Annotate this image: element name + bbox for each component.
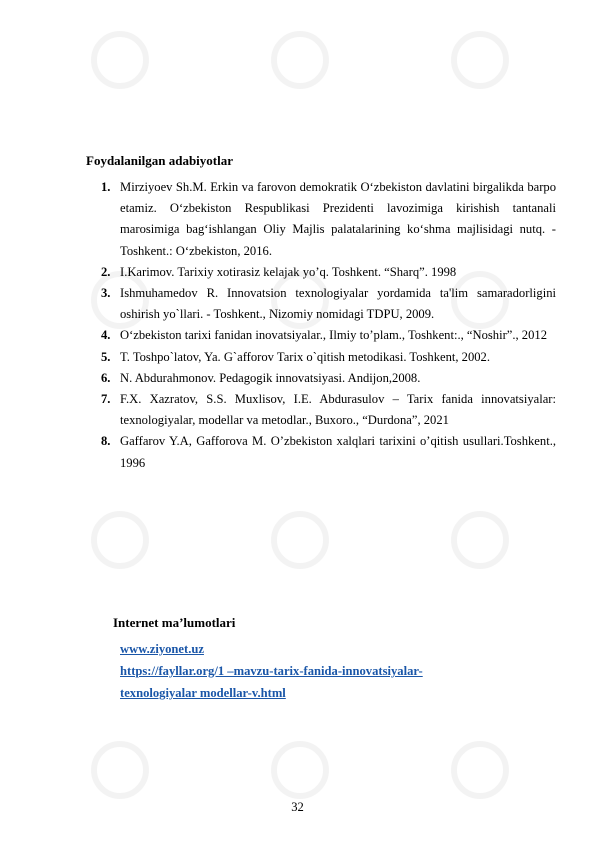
- reference-number: 1.: [101, 180, 111, 194]
- ziyonet-link[interactable]: www.ziyonet.uz: [120, 642, 204, 656]
- references-list: [0, 177, 595, 474]
- reference-number: 8.: [101, 434, 111, 449]
- reference-item: [0, 389, 595, 431]
- reference-text: Gaffarov Y.A, Gafforova M. O’zbekiston xalqlari tarixini o’qitish usullari.Toshkent., 1996: [120, 434, 556, 470]
- fayllar-link-continuation[interactable]: texnologiyalar modellar-v.html: [120, 686, 286, 700]
- reference-text: Mirziyoev Sh.M. Erkin va farovon demokratik O‘zbekiston davlatini birgalikda barpo etamiz. O‘zbekiston Respublikasi Prezidenti lavozimiga kirishish tantanali marosimiga bag‘ishlangan Oliy Majlis palatalarining ko‘shma majlisidagi nutq. -Toshkent.: O‘zbekiston, 2016.: [120, 180, 556, 258]
- reference-text: N. Abdurahmonov. Pedagogik innovatsiyasi. Andijon,2008.: [120, 370, 421, 385]
- reference-number: 3.: [101, 286, 111, 301]
- reference-item: [0, 347, 595, 368]
- internet-sources-heading: Internet ma’lumotlari: [113, 615, 236, 630]
- reference-item: [0, 283, 595, 325]
- reference-text: Ishmuhamedov R. Innovatsion texnologiyalar yordamida ta'lim samaradorligini oshirish yo`llari. - Toshkent., Nizomiy nomidagi TDPU, 2009.: [120, 286, 556, 322]
- reference-number: 6.: [101, 370, 111, 385]
- reference-text: I.Karimov. Tarixiy xotirasiz kelajak yo’q. Toshkent. “Sharq”. 1998: [120, 264, 457, 279]
- page-number: 32: [291, 800, 304, 814]
- reference-number: 4.: [101, 328, 111, 343]
- reference-text: F.X. Xazratov, S.S. Muxlisov, I.E. Abdurasulov – Tarix fanida innovatsiyalar: texnologiyalar, modellar va metodlar., Buxoro., “Durdona”, 2021: [120, 392, 556, 428]
- reference-item: [0, 431, 595, 473]
- fayllar-link[interactable]: https://fayllar.org/1 –mavzu-tarix-fanida-innovatsiyalar-: [120, 664, 423, 678]
- reference-item: [0, 325, 595, 346]
- reference-number: 7.: [101, 392, 111, 407]
- references-heading: Foydalanilgan adabiyotlar: [86, 153, 233, 168]
- reference-number: 2.: [101, 264, 111, 279]
- reference-item: [0, 177, 595, 262]
- reference-item: [0, 262, 595, 283]
- reference-item: [0, 368, 595, 389]
- reference-text: T. Toshpo`latov, Ya. G`afforov Tarix o`qitish metodikasi. Toshkent, 2002.: [120, 349, 491, 364]
- reference-number: 5.: [101, 349, 111, 364]
- reference-text: O‘zbekiston tarixi fanidan inovatsiyalar., Ilmiy to’plam., Toshkent:., “Noshir”., 2012: [120, 328, 547, 343]
